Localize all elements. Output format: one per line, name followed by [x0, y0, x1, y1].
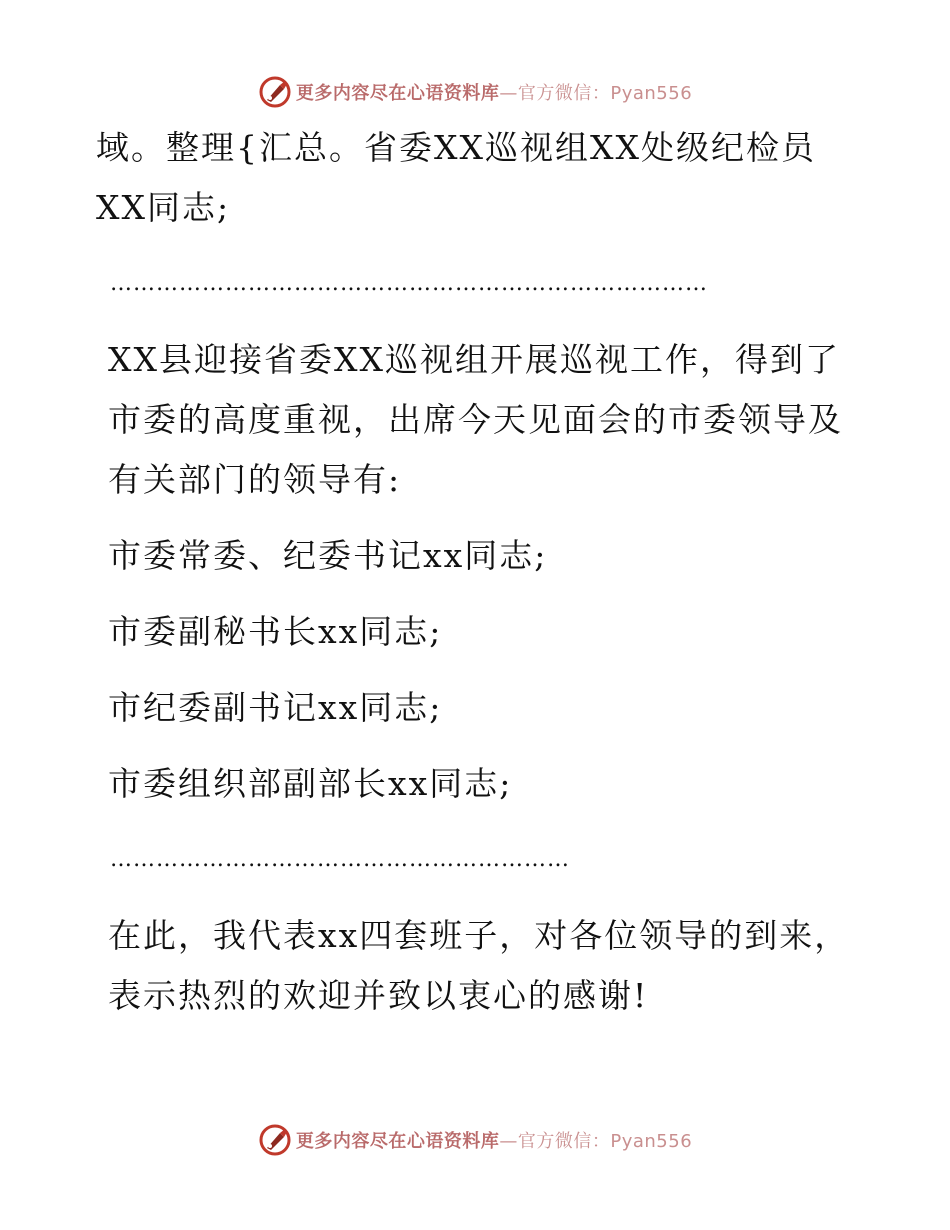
banner-wechat: 官方微信：Pyan556	[517, 83, 693, 104]
paragraph-continuation: 域。整理{汇总。省委XX巡视组XX处级纪检员XX同志;	[96, 128, 816, 227]
banner-dash: —	[499, 83, 518, 104]
banner-text	[296, 79, 692, 105]
banner-dash: —	[499, 1131, 518, 1152]
pen-nib-logo-icon	[258, 75, 292, 109]
pen-nib-logo-icon	[258, 1123, 292, 1157]
ellipsis-line: ……………………………………………………	[110, 847, 570, 872]
list-item-leader: 市委常委、纪委书记xx同志;	[108, 536, 548, 575]
paragraph-welcome: 在此，我代表xx四套班子，对各位领导的到来，表示热烈的欢迎并致以衷心的感谢!	[108, 916, 850, 1015]
list-item-leader: 市纪委副书记xx同志;	[108, 688, 443, 727]
banner-brand: 更多内容尽在心语资料库	[295, 1131, 500, 1152]
header-banner	[0, 72, 950, 112]
banner-wechat: 官方微信：Pyan556	[517, 1131, 693, 1152]
list-item-leader: 市委副秘书长xx同志;	[108, 612, 443, 651]
footer-banner	[0, 1120, 950, 1160]
banner-brand: 更多内容尽在心语资料库	[295, 83, 500, 104]
ellipsis-line: ……………………………………………………………………	[110, 271, 708, 296]
banner-text	[296, 1127, 692, 1153]
list-item-leader: 市委组织部副部长xx同志;	[108, 764, 513, 803]
document-body	[96, 118, 856, 1026]
paragraph-intro: XX县迎接省委XX巡视组开展巡视工作，得到了市委的高度重视，出席今天见面会的市委领导及有关部门的领导有:	[108, 340, 843, 499]
